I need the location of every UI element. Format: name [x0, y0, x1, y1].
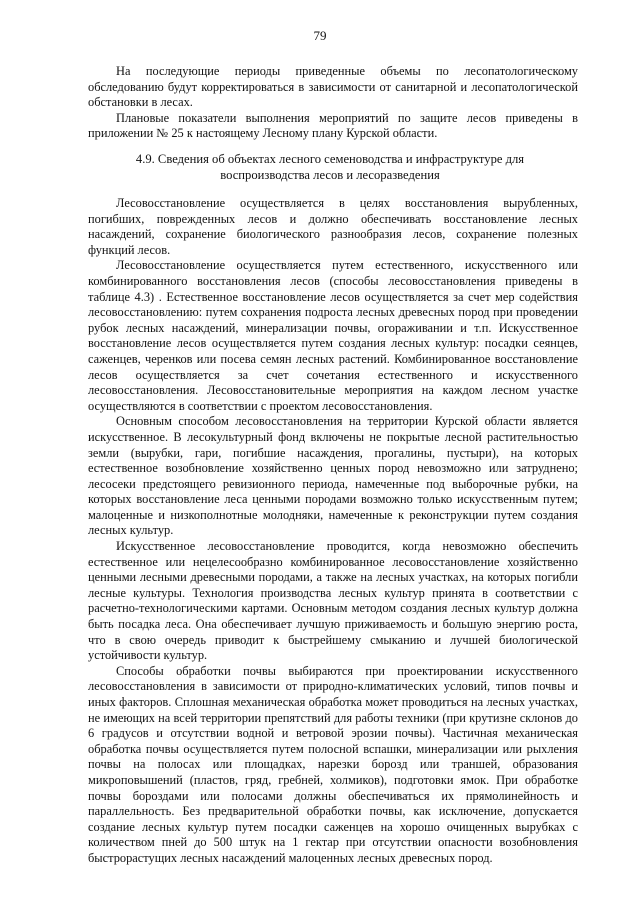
page-number: 79: [313, 28, 327, 43]
section-body: [88, 196, 578, 867]
paragraph: Способы обработки почвы выбираются при проектировании искусственного лесовосстановления в зависимости от природно-климатических условий, типов почвы и иных факторов. Сплошная механическая обработка может проводиться на лесных участках, не имеющих на всей территории препятствий для работы техники (при крутизне склонов до 6 градусов и отсутствии водной и ветровой эрозии почвы). Частичная механическая обработка почвы осуществляется путем полосной вспашки, минерализации или рыхления почвы на полосах или площадках, нарезки борозд или траншей, образования микроповышений (пластов, гряд, гребней, холмиков), подготовки ямок. При обработке почвы бороздами или полосами должны обеспечиваться их прямолинейность и параллельность. Без предварительной обработки почвы, как исключение, допускается создание лесных культур путем посадки саженцев на хорошо очищенных вырубках с количеством пней до 500 штук на 1 гектар при отсутствии опасности возобновления быстрорастущих лесных насаждений малоценных лесных древесных пород.: [88, 663, 578, 865]
paragraph: Искусственное лесовосстановление проводится, когда невозможно обеспечить естественное или нецелесообразно комбинированное лесовосстановление хозяйственно ценными лесными древесными породами, а также на лесных участках, на которых погибли лесные культуры. Технология производства лесных культур принята в соответствии с расчетно-технологическими картами. Основным методом создания лесных культур должна быть посадка леса. Она обеспечивает лучшую приживаемость и большую энергию роста, что в свою очередь приводит к быстрейшему смыканию и лучшей биологической устойчивости культур.: [88, 539, 578, 663]
paragraph: Лесовосстановление осуществляется в целях восстановления вырубленных, погибших, поврежденных лесов и должно обеспечивать восстановление лесных насаждений, сохранение биологического разнообразия лесов, сохранение полезных функций лесов.: [88, 196, 578, 257]
paragraph: Лесовосстановление осуществляется путем естественного, искусственного или комбинированного восстановления лесов (способы лесовосстановления приведены в таблице 4.3) . Естественное восстановление лесов осуществляется за счет мер содействия лесовосстановлению: путем сохранения подроста лесных древесных пород при проведении рубок лесных насаждений, минерализации почвы, огораживании и т.п. Искусственное восстановление лесов осуществляется путем создания лесных культур: посадки сеянцев, саженцев, черенков или посева семян лесных растений. Комбинированное восстановление лесов осуществляется за счет сочетания естественного и искусственного лесовосстановления. Лесовосстановительные мероприятия на каждом лесном участке осуществляются в соответствии с проектом лесовосстановления.: [88, 258, 578, 413]
paragraph: Основным способом лесовосстановления на территории Курской области является искусственное. В лесокультурный фонд включены не покрытые лесной растительностью земли (вырубки, гари, погибшие насаждения, прогалины, пустыри), на которых естественное возобновление хозяйственно ценных пород невозможно или затруднено; лесосеки предстоящего ревизионного периода, намеченные под выборочные рубки, на которых восстановление леса ценными породами возможно только искусственным путем; малоценные и низкополнотные молодняки, намеченные к реконструкции путем создания лесных культур.: [88, 414, 578, 538]
paragraph: Плановые показатели выполнения мероприятий по защите лесов приведены в приложении № 25 к настоящему Лесному плану Курской области.: [88, 110, 578, 141]
intro-text: [88, 64, 578, 142]
paragraph: На последующие периоды приведенные объемы по лесопатологическому обследованию будут корректироваться в зависимости от санитарной и лесопатологической обстановки в лесах.: [88, 64, 578, 110]
section-heading: 4.9. Сведения об объектах лесного семеноводства и инфраструктуре для воспроизводства лесов и лесоразведения: [135, 152, 525, 182]
